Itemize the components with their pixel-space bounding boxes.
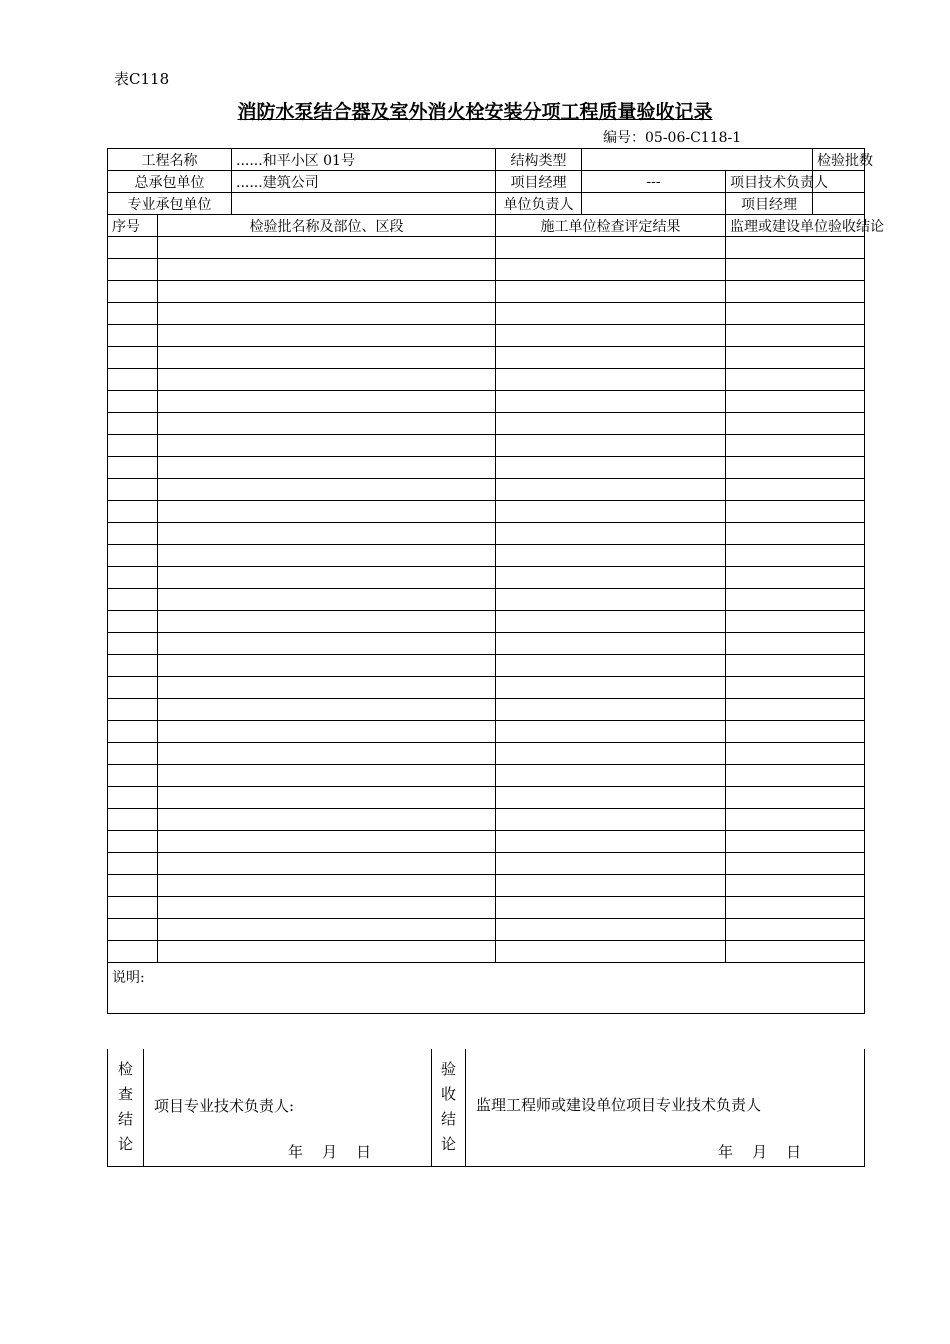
check-conclusion-label — [108, 1049, 144, 1166]
cell-batch-name[interactable] — [158, 369, 496, 391]
cell-supervisor-conclusion[interactable] — [726, 589, 865, 611]
cell-contractor-result[interactable] — [496, 875, 726, 897]
cell-contractor-result[interactable] — [496, 721, 726, 743]
cell-no[interactable] — [108, 677, 158, 699]
cell-no[interactable] — [108, 347, 158, 369]
cell-batch-name[interactable] — [158, 897, 496, 919]
cell-no[interactable] — [108, 897, 158, 919]
table-row — [108, 589, 865, 611]
cell-no[interactable] — [108, 479, 158, 501]
header-row-2 — [108, 171, 865, 193]
cell-no[interactable] — [108, 743, 158, 765]
cell-contractor-result[interactable] — [496, 413, 726, 435]
cell-no[interactable] — [108, 567, 158, 589]
cell-supervisor-conclusion[interactable] — [726, 325, 865, 347]
project-manager-value: --- — [582, 171, 726, 193]
cell-batch-name[interactable] — [158, 677, 496, 699]
cell-batch-name[interactable] — [158, 435, 496, 457]
page-title — [0, 97, 950, 124]
cell-no[interactable] — [108, 941, 158, 963]
cell-supervisor-conclusion[interactable] — [726, 347, 865, 369]
cell-batch-name[interactable] — [158, 611, 496, 633]
project-name-label: 工程名称 — [108, 149, 232, 171]
cell-no[interactable] — [108, 369, 158, 391]
cell-batch-name[interactable] — [158, 567, 496, 589]
cell-batch-name[interactable] — [158, 919, 496, 941]
cell-batch-name[interactable] — [158, 347, 496, 369]
cell-contractor-result[interactable] — [496, 919, 726, 941]
cell-batch-name[interactable] — [158, 655, 496, 677]
cell-no[interactable] — [108, 633, 158, 655]
cell-supervisor-conclusion[interactable] — [726, 831, 865, 853]
cell-contractor-result[interactable] — [496, 259, 726, 281]
cell-contractor-result[interactable] — [496, 809, 726, 831]
cell-no[interactable] — [108, 435, 158, 457]
cell-no[interactable] — [108, 501, 158, 523]
cell-supervisor-conclusion[interactable] — [726, 655, 865, 677]
cell-batch-name[interactable] — [158, 303, 496, 325]
table-row — [108, 677, 865, 699]
serial-number: 编号：05-06-C118-1 — [603, 130, 742, 146]
title-text: 消防水泵结合器及室外消火栓安装分项工程质量验收记录 — [237, 101, 713, 123]
col-batch-name-header: 检验批名称及部位、区段 — [158, 215, 496, 237]
table-row — [108, 413, 865, 435]
cell-contractor-result[interactable] — [496, 347, 726, 369]
signature-row — [108, 1049, 865, 1166]
table-row — [108, 633, 865, 655]
table-row — [108, 347, 865, 369]
cell-contractor-result[interactable] — [496, 325, 726, 347]
cell-batch-name[interactable] — [158, 281, 496, 303]
cell-supervisor-conclusion[interactable] — [726, 369, 865, 391]
note-label: 说明: — [112, 970, 145, 986]
batch-count-label: 检验批数 — [813, 149, 865, 171]
cell-contractor-result[interactable] — [496, 303, 726, 325]
cell-contractor-result[interactable] — [496, 237, 726, 259]
table-row — [108, 391, 865, 413]
cell-no[interactable] — [108, 259, 158, 281]
table-row — [108, 721, 865, 743]
column-header-row — [108, 215, 865, 237]
accept-char: 论 — [440, 1135, 456, 1153]
table-row — [108, 435, 865, 457]
cell-supervisor-conclusion[interactable] — [726, 237, 865, 259]
cell-batch-name[interactable] — [158, 545, 496, 567]
cell-no[interactable] — [108, 303, 158, 325]
structure-type-value — [582, 149, 813, 171]
cell-batch-name[interactable] — [158, 259, 496, 281]
note-row — [108, 963, 865, 1014]
cell-no[interactable] — [108, 721, 158, 743]
table-row — [108, 765, 865, 787]
cell-batch-name[interactable] — [158, 875, 496, 897]
cell-no[interactable] — [108, 787, 158, 809]
cell-supervisor-conclusion[interactable] — [726, 699, 865, 721]
table-row — [108, 457, 865, 479]
cell-batch-name[interactable] — [158, 325, 496, 347]
cell-no[interactable] — [108, 325, 158, 347]
cell-supervisor-conclusion[interactable] — [726, 787, 865, 809]
cell-no[interactable] — [108, 655, 158, 677]
cell-supervisor-conclusion[interactable] — [726, 479, 865, 501]
table-row — [108, 941, 865, 963]
table-row — [108, 479, 865, 501]
table-row — [108, 655, 865, 677]
cell-no[interactable] — [108, 413, 158, 435]
cell-contractor-result[interactable] — [496, 391, 726, 413]
cell-no[interactable] — [108, 765, 158, 787]
cell-supervisor-conclusion[interactable] — [726, 897, 865, 919]
check-date: 年 月 日 — [288, 1142, 372, 1161]
cell-contractor-result[interactable] — [496, 501, 726, 523]
table-row — [108, 699, 865, 721]
cell-contractor-result[interactable] — [496, 655, 726, 677]
cell-contractor-result[interactable] — [496, 545, 726, 567]
cell-batch-name[interactable] — [158, 941, 496, 963]
cell-supervisor-conclusion[interactable] — [726, 611, 865, 633]
accept-char: 收 — [440, 1085, 456, 1103]
cell-supervisor-conclusion[interactable] — [726, 281, 865, 303]
table-row — [108, 259, 865, 281]
cell-supervisor-conclusion[interactable] — [726, 391, 865, 413]
cell-supervisor-conclusion[interactable] — [726, 457, 865, 479]
cell-no[interactable] — [108, 523, 158, 545]
table-row — [108, 237, 865, 259]
cell-supervisor-conclusion[interactable] — [726, 633, 865, 655]
cell-supervisor-conclusion[interactable] — [726, 875, 865, 897]
cell-batch-name[interactable] — [158, 699, 496, 721]
table-row — [108, 611, 865, 633]
accept-char: 验 — [440, 1060, 456, 1078]
check-signature-cell[interactable] — [144, 1049, 432, 1166]
table-row — [108, 567, 865, 589]
cell-contractor-result[interactable] — [496, 523, 726, 545]
cell-supervisor-conclusion[interactable] — [726, 941, 865, 963]
cell-no[interactable] — [108, 281, 158, 303]
cell-batch-name[interactable] — [158, 633, 496, 655]
cell-contractor-result[interactable] — [496, 611, 726, 633]
cell-supervisor-conclusion[interactable] — [726, 721, 865, 743]
accept-date: 年 月 日 — [718, 1142, 802, 1161]
cell-supervisor-conclusion[interactable] — [726, 567, 865, 589]
table-row — [108, 545, 865, 567]
cell-no[interactable] — [108, 237, 158, 259]
cell-batch-name[interactable] — [158, 523, 496, 545]
tech-lead-label: 项目技术负责人 — [726, 171, 813, 193]
check-char: 论 — [117, 1135, 133, 1153]
unit-lead-label: 单位负责人 — [496, 193, 582, 215]
table-row — [108, 369, 865, 391]
signature-table — [107, 1049, 865, 1167]
cell-contractor-result[interactable] — [496, 831, 726, 853]
cell-contractor-result[interactable] — [496, 457, 726, 479]
cell-contractor-result[interactable] — [496, 589, 726, 611]
cell-batch-name[interactable] — [158, 809, 496, 831]
col-supervisor-conclusion-header: 监理或建设单位验收结论 — [726, 215, 865, 237]
cell-contractor-result[interactable] — [496, 897, 726, 919]
sub-project-manager-value — [813, 193, 865, 215]
cell-batch-name[interactable] — [158, 765, 496, 787]
table-row — [108, 303, 865, 325]
check-signer-label: 项目专业技术负责人: — [154, 1097, 295, 1115]
cell-supervisor-conclusion[interactable] — [726, 809, 865, 831]
cell-contractor-result[interactable] — [496, 941, 726, 963]
sub-contractor-label: 专业承包单位 — [108, 193, 232, 215]
sub-contractor-value — [232, 193, 496, 215]
project-manager-label: 项目经理 — [496, 171, 582, 193]
cell-batch-name[interactable] — [158, 479, 496, 501]
col-contractor-result-header: 施工单位检查评定结果 — [496, 215, 726, 237]
header-row-3 — [108, 193, 865, 215]
cell-no[interactable] — [108, 919, 158, 941]
cell-batch-name[interactable] — [158, 501, 496, 523]
cell-supervisor-conclusion[interactable] — [726, 303, 865, 325]
accept-signer-label: 监理工程师或建设单位项目专业技术负责人 — [476, 1096, 762, 1114]
table-row — [108, 325, 865, 347]
cell-no[interactable] — [108, 391, 158, 413]
cell-contractor-result[interactable] — [496, 765, 726, 787]
cell-contractor-result[interactable] — [496, 699, 726, 721]
cell-supervisor-conclusion[interactable] — [726, 853, 865, 875]
table-row — [108, 523, 865, 545]
cell-supervisor-conclusion[interactable] — [726, 523, 865, 545]
cell-batch-name[interactable] — [158, 743, 496, 765]
cell-supervisor-conclusion[interactable] — [726, 259, 865, 281]
table-row — [108, 853, 865, 875]
general-contractor-label: 总承包单位 — [108, 171, 232, 193]
cell-batch-name[interactable] — [158, 391, 496, 413]
accept-signature-cell[interactable] — [466, 1049, 865, 1166]
cell-supervisor-conclusion[interactable] — [726, 545, 865, 567]
cell-no[interactable] — [108, 831, 158, 853]
check-char: 检 — [117, 1060, 133, 1078]
note-cell[interactable] — [108, 963, 865, 1014]
form-code: 表C118 — [114, 70, 170, 88]
cell-supervisor-conclusion[interactable] — [726, 501, 865, 523]
project-name-value: ......和平小区 01号 — [232, 149, 496, 171]
table-row — [108, 897, 865, 919]
cell-batch-name[interactable] — [158, 853, 496, 875]
cell-contractor-result[interactable] — [496, 281, 726, 303]
check-char: 查 — [117, 1085, 133, 1103]
cell-supervisor-conclusion[interactable] — [726, 919, 865, 941]
cell-contractor-result[interactable] — [496, 567, 726, 589]
cell-supervisor-conclusion[interactable] — [726, 677, 865, 699]
table-row — [108, 875, 865, 897]
unit-lead-value — [582, 193, 726, 215]
table-row — [108, 787, 865, 809]
structure-type-label: 结构类型 — [496, 149, 582, 171]
accept-conclusion-label — [432, 1049, 466, 1166]
sub-project-manager-label: 项目经理 — [726, 193, 813, 215]
accept-char: 结 — [440, 1110, 456, 1128]
cell-contractor-result[interactable] — [496, 787, 726, 809]
table-row — [108, 919, 865, 941]
cell-contractor-result[interactable] — [496, 633, 726, 655]
cell-no[interactable] — [108, 875, 158, 897]
cell-contractor-result[interactable] — [496, 677, 726, 699]
table-row — [108, 501, 865, 523]
cell-batch-name[interactable] — [158, 831, 496, 853]
check-char: 结 — [117, 1110, 133, 1128]
cell-supervisor-conclusion[interactable] — [726, 765, 865, 787]
cell-contractor-result[interactable] — [496, 435, 726, 457]
cell-no[interactable] — [108, 457, 158, 479]
cell-contractor-result[interactable] — [496, 369, 726, 391]
table-row — [108, 831, 865, 853]
cell-no[interactable] — [108, 809, 158, 831]
cell-supervisor-conclusion[interactable] — [726, 743, 865, 765]
record-table — [107, 148, 884, 1014]
cell-batch-name[interactable] — [158, 237, 496, 259]
table-row — [108, 281, 865, 303]
header-row-1 — [108, 149, 865, 171]
col-no-header: 序号 — [108, 215, 158, 237]
cell-contractor-result[interactable] — [496, 853, 726, 875]
cell-no[interactable] — [108, 699, 158, 721]
table-row — [108, 743, 865, 765]
cell-batch-name[interactable] — [158, 413, 496, 435]
table-row — [108, 809, 865, 831]
cell-batch-name[interactable] — [158, 787, 496, 809]
cell-no[interactable] — [108, 853, 158, 875]
cell-supervisor-conclusion[interactable] — [726, 413, 865, 435]
cell-contractor-result[interactable] — [496, 479, 726, 501]
cell-no[interactable] — [108, 589, 158, 611]
cell-supervisor-conclusion[interactable] — [726, 435, 865, 457]
cell-no[interactable] — [108, 545, 158, 567]
cell-contractor-result[interactable] — [496, 743, 726, 765]
cell-batch-name[interactable] — [158, 589, 496, 611]
cell-no[interactable] — [108, 611, 158, 633]
general-contractor-value: ......建筑公司 — [232, 171, 496, 193]
cell-batch-name[interactable] — [158, 457, 496, 479]
cell-batch-name[interactable] — [158, 721, 496, 743]
